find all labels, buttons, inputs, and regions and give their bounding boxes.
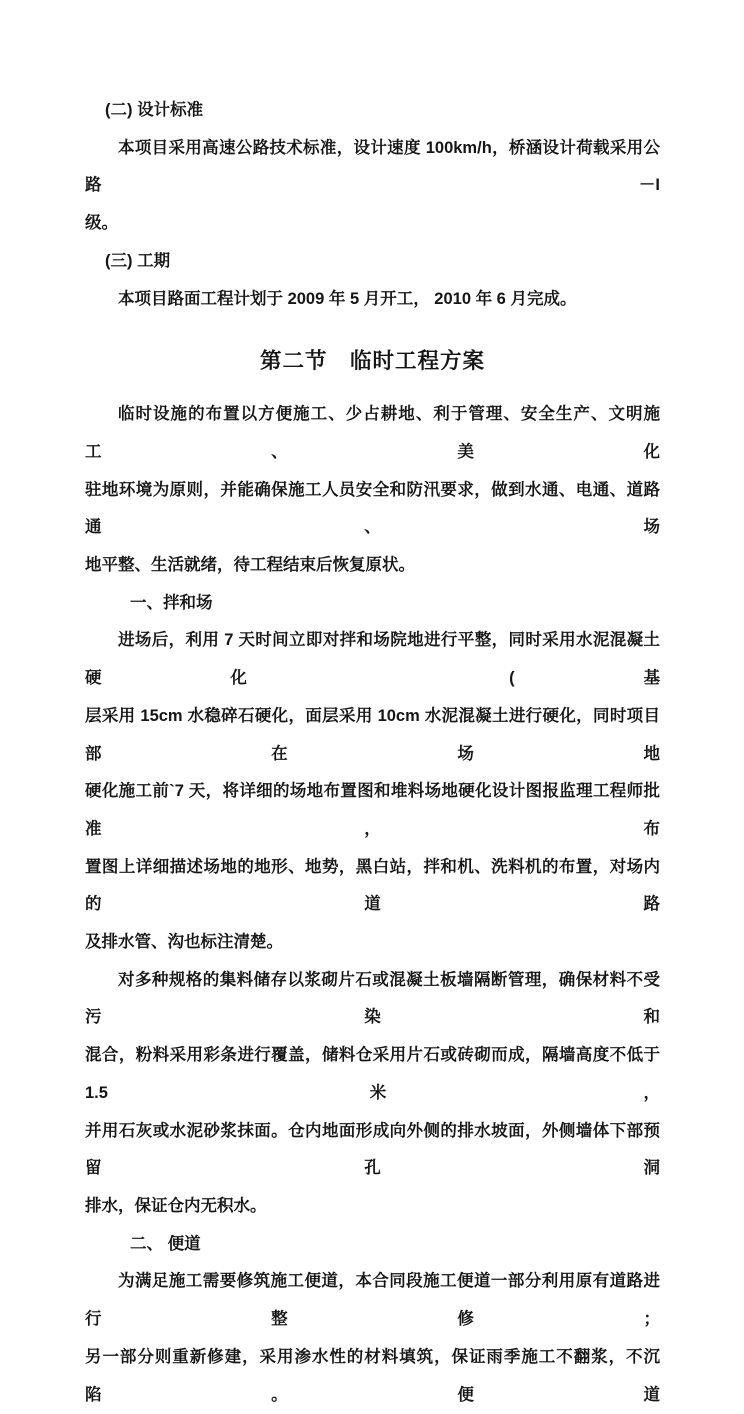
doc-line: 对多种规格的集料储存以浆砌片石或混凝土板墙隔断管理，确保材料不受污染和 xyxy=(85,970,660,1027)
numbered-heading-mixing-yard: 一、拌和场 xyxy=(130,593,213,612)
doc-line: 并用石灰或水泥砂浆抹面。仓内地面形成向外侧的排水坡面，外侧墙体下部预留孔洞 xyxy=(85,1121,660,1178)
doc-line: 为满足施工需要修筑施工便道，本合同段施工便道一部分利用原有道路进行整修； xyxy=(85,1272,660,1329)
chapter-title: 第二节 临时工程方案 xyxy=(259,349,485,374)
doc-line: 层采用 15cm 水稳碎石硬化，面层采用 10cm 水泥混凝土进行硬化，同时项目部在场地 xyxy=(85,706,660,763)
doc-line: 临时设施的布置以方便施工、少占耕地、利于管理、安全生产、文明施工、美化 xyxy=(85,405,660,461)
subsection-heading-duration: (三) 工期 xyxy=(105,251,171,270)
numbered-heading-access-road: 二、 便道 xyxy=(130,1234,201,1253)
doc-line: 及排水管、沟也标注清楚。 xyxy=(85,933,283,952)
doc-line: 地平整、生活就绪，待工程结束后恢复原状。 xyxy=(85,556,415,575)
subsection-heading-design: (二) 设计标准 xyxy=(105,101,204,119)
doc-line: 硬化施工前`7 天，将详细的场地布置图和堆料场地硬化设计图报监理工程师批准，布 xyxy=(85,782,660,838)
doc-line: 另一部分则重新修建，采用渗水性的材料填筑，保证雨季施工不翻浆，不沉陷。便道 xyxy=(85,1347,660,1404)
doc-line: 驻地环境为原则，并能确保施工人员安全和防汛要求，做到水通、电通、道路通、场 xyxy=(85,480,660,537)
doc-line: 级。 xyxy=(85,214,118,233)
doc-line: 混合，粉料采用彩条进行覆盖，储料仓采用片石或砖砌而成，隔墙高度不低于 1.5 米， xyxy=(85,1046,660,1102)
doc-line: 进场后，利用 7 天时间立即对拌和场院地进行平整，同时采用水泥混凝土硬化 (基 xyxy=(85,631,660,688)
doc-line: 置图上详细描述场地的地形、地势，黑白站，拌和机、洗料机的布置，对场内的道路 xyxy=(85,857,660,914)
doc-line: 本项目路面工程计划于 2009 年 5 月开工， 2010 年 6 月完成。 xyxy=(118,289,577,308)
doc-line: 本项目采用高速公路技术标准，设计速度 100km/h，桥涵设计荷载采用公路－I xyxy=(85,138,660,195)
doc-line: 排水，保证仓内无积水。 xyxy=(85,1196,267,1215)
